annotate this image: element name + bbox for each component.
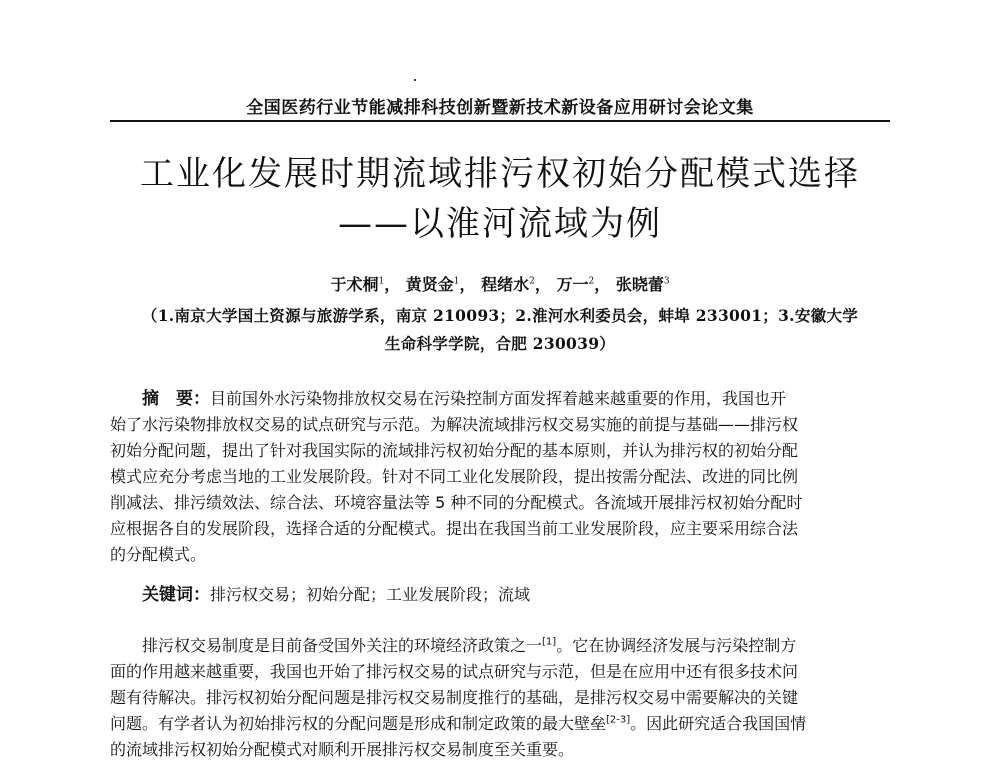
body-paragraph <box>110 633 890 763</box>
abstract-line: 应根据各自的发展阶段，选择合适的分配模式。提出在我国当前工业发展阶段，应主要采用综合法 <box>110 519 799 538</box>
paper-subtitle: ——以淮河流域为例 <box>338 204 662 244</box>
body-line: 的流域排污权初始分配模式对顺利开展排污权交易制度至关重要。 <box>110 740 575 759</box>
affiliation-line: （1.南京大学国土资源与旅游学系，南京 210093；2.淮河水利委员会，蚌埠 233001；3.安徽大学 <box>141 306 859 325</box>
paper-title: 工业化发展时期流域排污权初始分配模式选择 <box>140 154 860 194</box>
author: 张晓蕾$^3$ <box>615 275 670 294</box>
author: 万一$^2$， <box>556 275 611 294</box>
keywords-text: 排污权交易；初始分配；工业发展阶段；流域 <box>210 585 531 604</box>
abstract-line: 模式应充分考虑当地的工业发展阶段。针对不同工业化发展阶段，提出按需分配法、改进的同比例 <box>110 467 799 486</box>
author-list <box>110 272 890 295</box>
abstract-line: 始了水污染物排放权交易的试点研究与示范。为解决流域排污权交易实施的前提与基础——排污权 <box>110 415 799 434</box>
abstract-line: 的分配模式。 <box>110 545 207 564</box>
author: 于术桐$^1$， <box>330 275 401 294</box>
keywords <box>110 582 890 608</box>
abstract-line: 初始分配问题，提出了针对我国实际的流域排污权初始分配的基本原则，并认为排污权的初始分配 <box>110 441 799 460</box>
author: 黄贤金$^1$， <box>405 275 476 294</box>
body-line: 面的作用越来越重要，我国也开始了排污权交易的试点研究与示范，但是在应用中还有很多技术问 <box>110 662 799 681</box>
author: 程绪水$^2$， <box>481 275 551 294</box>
abstract-line: 削减法、排污绩效法、综合法、环境容量法等 5 种不同的分配模式。各流域开展排污权初始分配时 <box>110 493 803 512</box>
citation: [1] <box>542 636 557 648</box>
header-rule <box>110 120 890 122</box>
keywords-label: 关键词： <box>142 585 211 605</box>
body-line: 问题。有学者认为初始排污权的分配问题是形成和制定政策的最大壁垒[2-3]。因此研究适合我国国情 <box>110 714 807 733</box>
affiliation-line: 生命科学学院，合肥 230039） <box>384 334 616 353</box>
body-line: 题有待解决。排污权初始分配问题是排污权交易制度推行的基础，是排污权交易中需要解决的关键 <box>110 688 799 707</box>
abstract <box>110 386 890 568</box>
running-head: 全国医药行业节能减排科技创新暨新技术新设备应用研讨会论文集 <box>246 98 754 118</box>
abstract-line: 摘 要：目前国外水污染物排放权交易在污染控制方面发挥着越来越重要的作用，我国也开 <box>142 389 787 409</box>
abstract-label: 摘 要： <box>142 389 211 409</box>
citation: [2-3] <box>606 714 631 726</box>
scan-dot <box>414 79 416 81</box>
body-line: 排污权交易制度是目前备受国外关注的环境经济政策之一[1]。它在协调经济发展与污染控制方 <box>142 636 797 655</box>
